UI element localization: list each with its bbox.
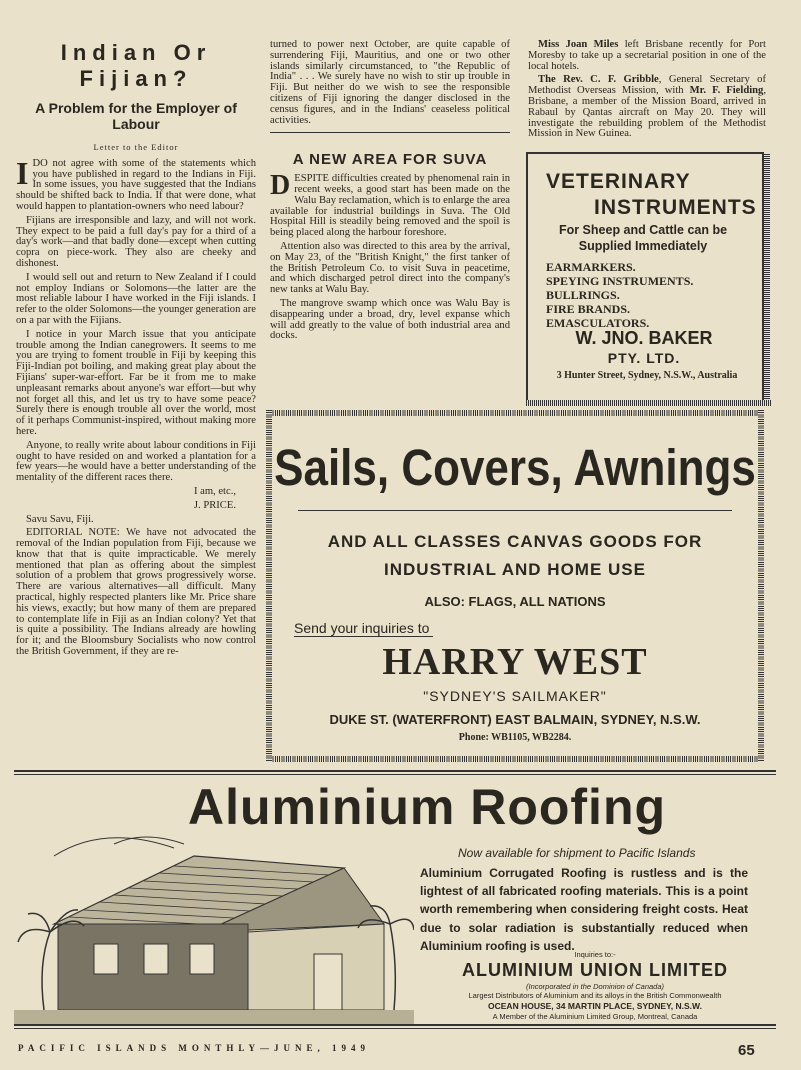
letter-subtitle: A Problem for the Employer of Labour (35, 100, 237, 132)
sails-headline: Sails, Covers, Awnings (274, 440, 756, 497)
suva-paragraph-3: The mangrove swamp which once was Walu Bay is disappearing under a broad, dry, level expanse which will add greatly to the value of both industrial area and docks. (270, 297, 510, 342)
sails-line-1: AND ALL CLASSES CANVAS GOODS FOR (327, 532, 703, 551)
letter-closing: I am, etc., (193, 485, 236, 497)
list-item: FIRE BRANDS. (546, 302, 631, 316)
middle-column (270, 40, 510, 345)
sails-company-name: HARRY WEST (382, 641, 648, 683)
divider (14, 770, 776, 775)
alu-inquiries: Inquiries to:- (574, 950, 616, 959)
alu-incorporated: (Incorporated in the Dominion of Canada) (526, 982, 664, 991)
divider (14, 1024, 776, 1029)
letter-paragraph-3: I would sell out and return to New Zealand if I could not employ Indians or Solomons—the latter are the most reliable labour I have worked in the Fiji islands. I refer to the older Solomons—the younger generation are on a par with the Fijians. (16, 271, 256, 326)
list-item: BULLRINGS. (546, 288, 620, 302)
sails-also: ALSO: FLAGS, ALL NATIONS (424, 594, 606, 609)
vet-items-list (546, 260, 693, 330)
letter-paragraph-5: Anyone, to really write about labour conditions in Fiji ought to have resided on and worked a plantation for a few years—he would have a better understanding of the mentality of the different races there. (16, 439, 256, 484)
ad-border (764, 154, 770, 404)
editorial-note-continued: turned to power next October, are quite capable of surrendering Fiji, Mauritius, and one or two other islands similarly circumstanced, to "the Republic of India" . . . We surely have no wish to stir up trouble in Fiji. But neither do we wish to see the responsible citizens of Fiji ignoring the danger disclosed in the census figures, and in the Indians' ceaseless political activities. (270, 39, 510, 126)
house-illustration (14, 814, 414, 1026)
letter-column (16, 40, 256, 661)
sails-send: Send your inquiries to (294, 620, 433, 637)
ad-border (266, 410, 764, 416)
list-item: SPEYING INSTRUMENTS. (546, 274, 694, 288)
ad-border (526, 400, 772, 406)
sails-tagline: "SYDNEY'S SAILMAKER" (423, 688, 607, 704)
page-number: 65 (738, 1042, 755, 1059)
suva-headline: A NEW AREA FOR SUVA (292, 151, 488, 169)
alu-headline: Aluminium Roofing (188, 779, 667, 835)
vet-title-1: VETERINARY (546, 170, 691, 193)
letter-paragraph-2: Fijians are irresponsible and lazy, and will not work. They expect to be paid a full day's pay for a third of a day's work—and that badly done—except when cutting copra on piece-work. They also are cheeky and dishonest. (16, 214, 256, 269)
veterinary-advert (526, 152, 764, 400)
divider (270, 132, 510, 133)
list-item: EMASCULATORS. (546, 316, 650, 330)
vet-company-suffix: PTY. LTD. (607, 350, 681, 366)
letter-kicker: Letter to the Editor (93, 142, 179, 152)
dropcap: I (16, 154, 29, 191)
letter-place: Savu Savu, Fiji. (26, 513, 94, 525)
editorial-note: EDITORIAL NOTE: We have not advocated the removal of the Indian population from Fiji, because we know that that is quite impracticable. We merely mentioned that plan as offering about the simplest solution of a problem that grows progressively worse. There are various alternatives—all difficult. Many practical, highly respected planters like Mr. Price share his views, exactly; but how many of them are prepared to contemplate life in Fiji as an Indian colony? Yet that is quite a possibility. The Indians already are howling for it; and the Bloomsbury Socialists who now control the British Government, if they are re- (16, 527, 256, 658)
sails-phone: Phone: WB1105, WB2284. (458, 732, 572, 743)
publication-footer: PACIFIC ISLANDS MONTHLY—JUNE, 1949 (18, 1043, 371, 1053)
personal-notes (528, 40, 766, 143)
alu-distributors: Largest Distributors of Aluminium and its alloys in the British Commonwealth (468, 991, 722, 1000)
letter-paragraph-4: I notice in your March issue that you anticipate trouble among the Indian canegrowers. It seems to me you are trying to foment trouble in Fiji by keeping this Fiji-Indian pot boiling, and making great play about the Fijians' super-war-effort. Far be it from me to make unpleasant remarks about anyone's war effort—but why not forget all this, and let us try to have some peace? Surely there is enough trouble all over the world, most of it perhaps Communist-inspired, without making more here. (16, 328, 256, 437)
sails-address: DUKE ST. (WATERFRONT) EAST BALMAIN, SYDNEY, N.S.W. (329, 712, 701, 727)
vet-company: W. JNO. BAKER (575, 328, 713, 348)
note-joan-miles: Miss Joan Miles left Brisbane recently for Port Moresby to take up a secretarial position in one of the local hotels. (528, 39, 766, 72)
dropcap: D (270, 170, 291, 202)
letter-title: Indian Or Fijian? (60, 40, 212, 91)
suva-paragraph-1: DESPITE difficulties created by phenomenal rain in recent weeks, a good start has been made on the Walu Bay reclamation, which is to enlarge the area available for industrial buildings in Suva. The Old Hospital Hill is steadily being removed and the spoil is being placed along the harbour foreshore. (270, 170, 510, 239)
sails-advert (266, 410, 764, 762)
divider (298, 510, 732, 511)
ad-border (266, 756, 764, 762)
suva-paragraph-2: Attention also was directed to this area by the arrival, on May 23, of the "British Knight," the first tanker of the British Petroleum Co. to visit Suva in peacetime, and which discharged petrol direct into the company's new tanks at Walu Bay. (270, 240, 510, 296)
aluminium-advert (14, 778, 784, 1028)
sails-line-2: INDUSTRIAL AND HOME USE (384, 560, 646, 579)
alu-company: ALUMINIUM UNION LIMITED (462, 960, 728, 980)
letter-paragraph-1: IDO not agree with some of the statements which you have published in regard to the Indians in Fiji. In some issues, you have suggested that the Indians should be shifted back to India. If that were done, what would happen to plantation-owners who need labour? (16, 154, 256, 212)
vet-subtitle: For Sheep and Cattle can be Supplied Immediately (558, 223, 728, 253)
alu-member: A Member of the Aluminium Limited Group, Montreal, Canada (492, 1012, 698, 1021)
list-item: EARMARKERS. (546, 260, 636, 274)
vet-title-2: INSTRUMENTS (594, 196, 757, 219)
alu-address: OCEAN HOUSE, 34 MARTIN PLACE, SYDNEY, N.S.W. (488, 1001, 702, 1011)
note-gribble: The Rev. C. F. Gribble, General Secretary of Methodist Overseas Mission, with Mr. F. Fielding, Brisbane, a member of the Mission Board, arrived in Rabaul by Qantas aircraft on May 20. They will investigate the rebuilding problem of the Methodist Mission in New Guinea. (528, 74, 767, 140)
letter-signature: J. PRICE. (193, 499, 236, 511)
alu-body: Aluminium Corrugated Roofing is rustless and is the lightest of all fabricated roofing materials. This is a point worth remembering when considering freight costs. Heat due to solar radiation is substantially reduced when Aluminium roofing is used. (420, 866, 748, 953)
alu-availability: Now available for shipment to Pacific Islands (458, 846, 696, 860)
vet-address: 3 Hunter Street, Sydney, N.S.W., Australia (556, 370, 738, 381)
